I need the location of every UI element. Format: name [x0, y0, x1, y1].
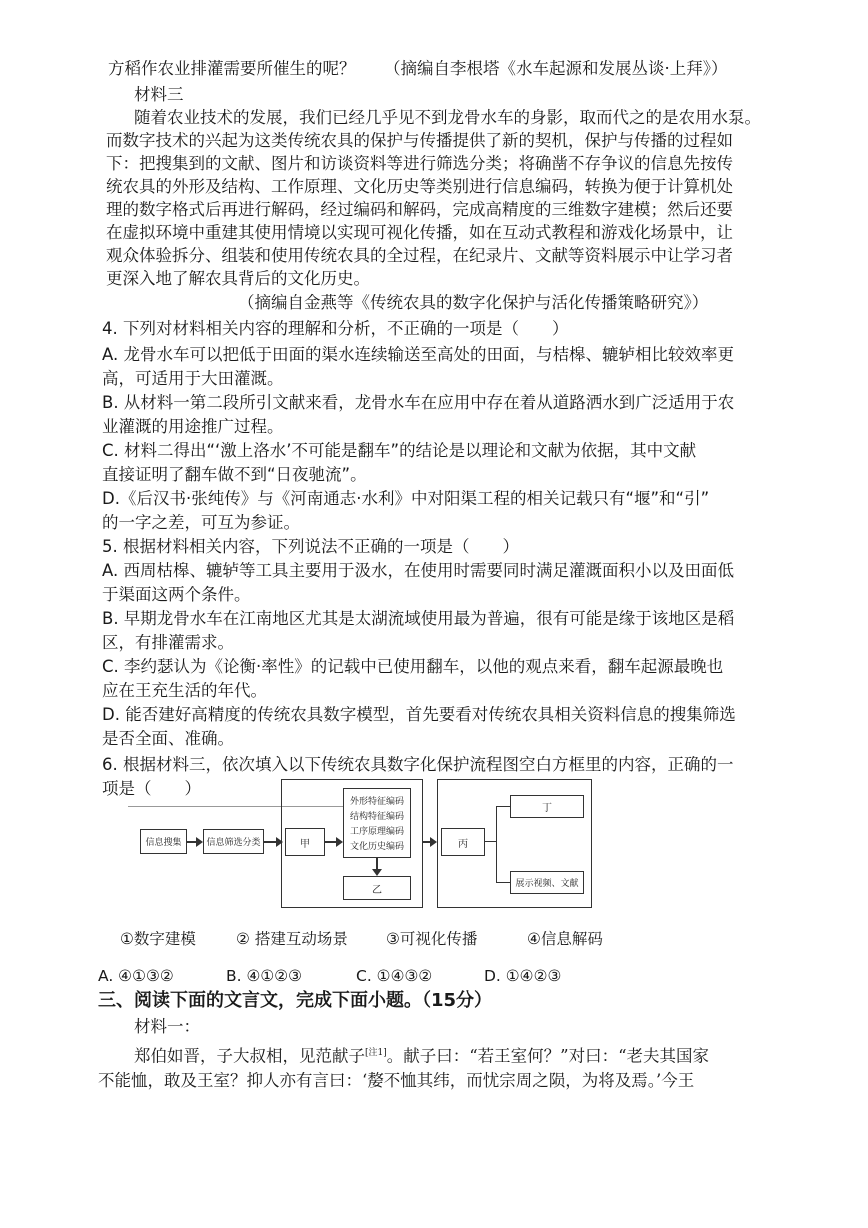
section3-line1-b: 。献子曰：“若王室何？”对曰：“老夫其国家	[386, 1046, 710, 1066]
q5-option-b-2: 区，有排灌需求。	[102, 633, 234, 652]
q4-option-c-2: 直接证明了翻车做不到“日夜驰流”。	[102, 465, 367, 484]
q5-option-b-1: B. 早期龙骨水车在江南地区尤其是太湖流域使用最为普遍，很有可能是缘于该地区是稻	[102, 609, 735, 628]
material3-para-2: 而数字技术的兴起为这类传统农具的保护与传播提供了新的契机，保护与传播的过程如	[106, 131, 733, 150]
section3-line1-a: 郑伯如晋，子大叔相，见范献子	[134, 1046, 365, 1066]
box-collect: 信息搜集	[140, 829, 187, 854]
branch-to-ding	[496, 806, 510, 807]
box-jia: 甲	[285, 828, 325, 856]
answer-d: D. ①④②③	[484, 967, 562, 985]
q4-option-b-1: B. 从材料一第二段所引文献来看，龙骨水车在应用中存在着从道路洒水到广泛适用于农	[102, 393, 735, 412]
material3-para-3: 下：把搜集到的文献、图片和访谈资料等进行筛选分类；将确凿不存争议的信息先按传	[106, 154, 733, 173]
q4-option-d-2: 的一字之差，可互为参证。	[102, 513, 300, 532]
material3-para-1: 随着农业技术的发展，我们已经几乎见不到龙骨水车的身影，取而代之的是农用水泵。	[134, 108, 761, 127]
enc-shape: 外形特征编码	[349, 797, 404, 807]
q4-option-b-2: 业灌溉的用途推广过程。	[102, 417, 284, 436]
arrowhead-enc-yi	[372, 869, 382, 876]
q5-option-c-2: 应在王充生活的年代。	[102, 681, 267, 700]
box-show: 展示视频、文献	[510, 871, 584, 894]
footnote-ref-1: [注1]	[365, 1048, 387, 1058]
top-line1-source: （摘编自李根塔《水车起源和发展丛谈·上拜》）	[384, 59, 728, 78]
answer-b: B. ④①②③	[226, 967, 303, 985]
q4-stem: 4. 下列对材料相关内容的理解和分析，不正确的一项是（ ）	[102, 319, 569, 338]
top-line1-text: 方稻作农业排灌需要所催生的呢？	[108, 59, 356, 78]
item-1: ①数字建模	[120, 930, 196, 948]
q5-option-d-1: D. 能否建好高精度的传统农具数字模型，首先要看对传统农具相关资料信息的搜集筛选	[102, 705, 736, 724]
q5-option-a-1: A. 西周枯槔、辘轳等工具主要用于汲水，在使用时需要同时满足灌溉面积小以及田面低	[102, 561, 734, 580]
arrowhead-jia-enc	[336, 837, 343, 847]
material3-para-8: 更深入地了解农具背后的文化历史。	[106, 269, 370, 288]
q5-option-c-1: C. 李约瑟认为《论衡·率性》的记载中已使用翻车，以他的观点来看，翻车起源最晚也	[102, 657, 724, 676]
branch-to-show	[496, 882, 510, 883]
section3-heading: 三、阅读下面的文言文，完成下面小题。（15分）	[98, 990, 493, 1011]
box-filter: 信息筛选分类	[203, 829, 264, 854]
arrowhead-frame-bing	[430, 837, 437, 847]
material3-para-4: 统农具的外形及结构、工作原理、文化历史等类别进行信息编码，转换为便于计算机处	[106, 177, 733, 196]
box-bing: 丙	[441, 828, 485, 856]
enc-culture: 文化历史编码	[349, 842, 404, 852]
section3-line1	[134, 1042, 709, 1068]
q5-stem: 5. 根据材料相关内容，下列说法不正确的一项是（ ）	[102, 537, 519, 556]
q6-stem-1: 6. 根据材料三，依次填入以下传统农具数字化保护流程图空白方框里的内容，正确的一	[102, 755, 734, 774]
material3-para-7: 观众体验拆分、组装和使用传统农具的全过程，在纪录片、文献等资料展示中让学习者	[106, 246, 733, 265]
section3-material1: 材料一：	[134, 1017, 200, 1036]
answer-a: A. ④①③②	[98, 967, 174, 985]
q6-stem-2: 项是（ ）	[102, 779, 201, 798]
material3-source: （摘编自金燕等《传统农具的数字化保护与活化传播策略研究》）	[238, 293, 709, 312]
enc-structure: 结构特征编码	[349, 812, 404, 822]
q4-option-a-1: A. 龙骨水车可以把低于田面的渠水连续输送至高处的田面，与桔槔、辘轳相比较效率更	[102, 345, 734, 364]
section3-line2: 不能恤，敢及王室？抑人亦有言曰：‘嫠不恤其纬，而忧宗周之陨，为将及焉。’今王	[98, 1071, 695, 1090]
box-encoding-list	[343, 788, 411, 858]
material3-para-5: 理的数字格式后再进行解码，经过编码和解码，完成高精度的三维数字建模；然后还要	[106, 200, 733, 219]
q4-option-d-1: D.《后汉书·张纯传》与《河南通志·水利》中对阳渠工程的相关记载只有“堰”和“引”	[102, 489, 710, 508]
box-ding: 丁	[510, 795, 584, 818]
q5-option-d-2: 是否全面、准确。	[102, 729, 234, 748]
q5-option-a-2: 于渠面这两个条件。	[102, 585, 251, 604]
answer-c: C. ①④③②	[356, 967, 433, 985]
q4-option-a-2: 高，可适用于大田灌溉。	[102, 369, 284, 388]
material3-para-6: 在虚拟环境中重建其使用情境以实现可视化传播，如在互动式教程和游戏化场景中，让	[106, 223, 733, 242]
branch-vertical	[496, 806, 497, 882]
item-2: ② 搭建互动场景	[236, 930, 348, 948]
arrowhead-collect-filter	[196, 837, 203, 847]
material3-heading: 材料三	[134, 85, 184, 104]
box-yi: 乙	[343, 876, 411, 900]
item-4: ④信息解码	[527, 930, 603, 948]
branch-stem	[485, 841, 496, 842]
item-3: ③可视化传播	[386, 930, 478, 948]
q4-option-c-1: C. 材料二得出“‘激上洛水’不可能是翻车”的结论是以理论和文献为依据，其中文献	[102, 441, 697, 460]
enc-process: 工序原理编码	[349, 827, 404, 837]
